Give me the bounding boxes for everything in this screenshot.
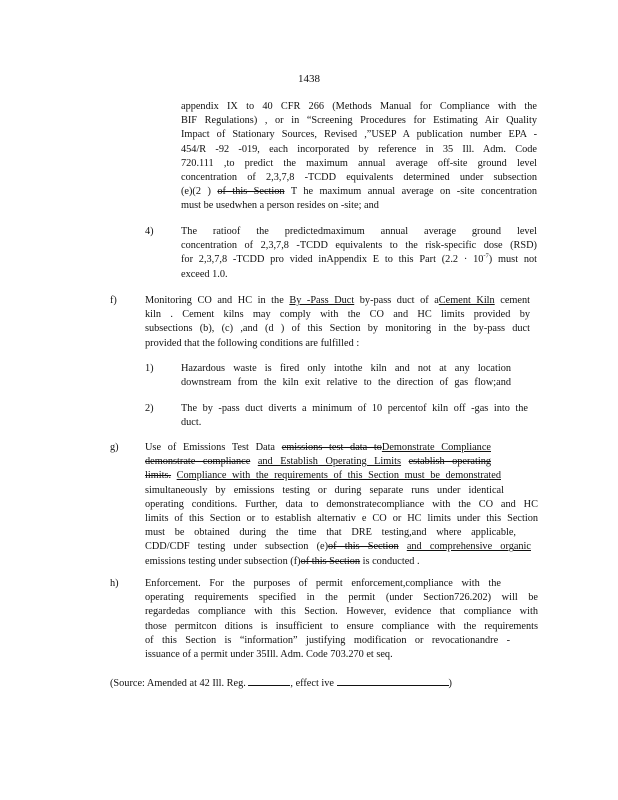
text-line: The ratioof the predictedmaximum annual average ground level [181,226,537,237]
struck-text: limits. [145,470,172,482]
text-line: duct. [181,417,202,429]
struck-text: of this Section [217,186,285,198]
item-4-label: 4) [145,226,154,237]
text-line: Impact of Stationary Sources, Revised ,”USEP A publication number EPA - [181,129,537,141]
blank-line [248,675,290,686]
text-line: Enforcement. For the purposes of permit enforcement,compliance with the [145,578,501,589]
text-line: emissions testing under subsection (f)of this Section is conducted . [145,555,420,567]
text-line: regardedas compliance with this Section. However, evidence that compliance with [145,606,538,618]
text-line: 454/R -92 -019, each incorporated by reference in 35 Ill. Adm. Code [181,143,537,155]
text-line: Hazardous waste is fired only intothe kiln and not at any location [181,363,511,374]
text-line: Use of Emissions Test Data emissions test data toDemonstrate Compliance [145,442,491,453]
struck-text: of this Section [328,541,399,553]
item-4-text [181,225,537,282]
struck-text: demonstrate compliance [145,456,251,468]
struck-text: emissions test data to [281,442,382,453]
text-line: Monitoring CO and HC in the By -Pass Duct by-pass duct of aCement Kiln cement [145,295,530,306]
page-number: 1438 [298,73,320,85]
underlined-text: and comprehensive organic [406,541,531,553]
text-line: for 2,3,7,8 -TCDD pro vided inAppendix E to this Part $(2.2 \cdot 10^{-7})$ must not [181,252,538,266]
text-line: CDD/CDF testing under subsection (e)of this Section and comprehensive organic [145,541,531,553]
underlined-text: and Establish Operating Limits [257,456,402,468]
item-g-label: g) [110,442,119,453]
underlined-text: By -Pass Duct [289,295,355,306]
text-line [145,455,491,469]
text-line: exceed 1.0. [181,268,228,280]
item-h-text [145,577,538,662]
item-f-2-text [181,402,528,430]
text-line: The by -pass duct diverts a minimum of 10 percentof kiln off -gas into the [181,403,528,414]
underlined-text: Demonstrate Compliance [381,442,491,453]
item-f-2-label: 2) [145,403,154,414]
text-line: of this Section is “information” justifying modification or revocationandre - [145,634,510,646]
item-f-1-label: 1) [145,363,154,374]
text-line: kiln . Cement kilns may comply with the CO and HC limits provided by [145,309,530,321]
item-h-label: h) [110,578,119,589]
text-line: simultaneously by emissions testing or during separate runs under identical [145,484,504,496]
text-line: concentration of 2,3,7,8 -TCDD equivalents determined under subsection [181,172,537,184]
text-line: those permitcon ditions is insufficient to ensure compliance with the requirements [145,620,538,632]
underlined-text: Compliance with the requirements of this Section must be demonstrated [176,470,501,482]
item-f-text [145,294,530,351]
text-line [145,469,501,483]
text-line: operating requirements specified in the permit (under Section726.202) will be [145,592,538,604]
item-g-text [145,441,538,569]
text-line: concentration of 2,3,7,8 -TCDD equivalents to the risk-specific dose (RSD) [181,240,537,252]
text-line: (e)(2 ) of this Section T he maximum annual average on -site concentration [181,186,537,198]
struck-text: establish operating [408,456,491,468]
text-line: 720.111 ,to predict the maximum annual average off-site ground level [181,157,537,169]
text-line: subsections (b), (c) ,and (d ) of this Section by monitoring in the by-pass duct [145,323,530,335]
text-line: must be usedwhen a person resides on -site; and [181,200,379,212]
text-line: BIF Regulations) , or in “Screening Procedures for Estimating Air Quality [181,115,537,127]
continuation-paragraph [181,100,537,214]
item-f-label: f) [110,295,117,306]
text-line: operating conditions. Further, data to demonstratecompliance with the CO and HC [145,498,538,510]
item-f-1-text [181,362,511,390]
text-line: must be obtained during the time that DRE testing,and where applicable, [145,527,516,539]
text-line: downstream from the kiln exit relative to the direction of gas flow;and [181,377,511,389]
blank-line [337,675,449,686]
text-line: provided that the following conditions are fulfilled : [145,337,360,349]
text-line: limits of this Section or to establish alternativ e CO or HC limits under this Section [145,513,538,525]
text-line: issuance of a permit under 35Ill. Adm. Code 703.270 et seq. [145,649,393,661]
source-note: (Source: Amended at 42 Ill. Reg. , effect ive ) [110,675,452,691]
struck-text: of this Section [300,555,361,567]
underlined-text: Cement Kiln [438,295,495,306]
text-line: appendix IX to 40 CFR 266 (Methods Manual for Compliance with the [181,101,537,112]
